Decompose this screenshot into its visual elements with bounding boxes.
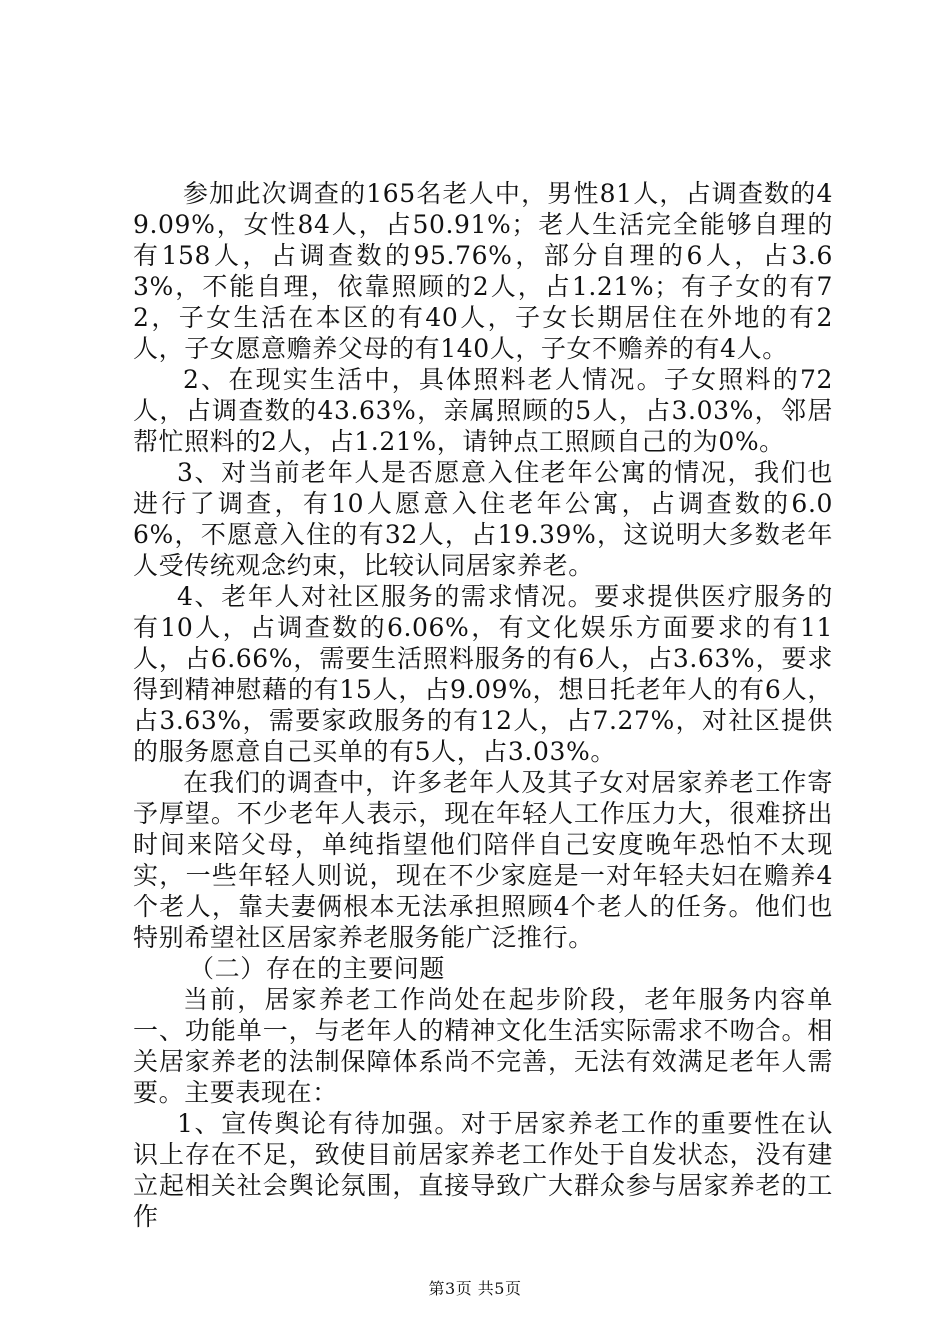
- paragraph-expectations: 在我们的调查中，许多老年人及其子女对居家养老工作寄予厚望。不少老年人表示，现在年轻人工作压力大，很难挤出时间来陪父母，单纯指望他们陪伴自己安度晚年恐怕不太现实，一些年轻人则说，现在不少家庭是一对年轻夫妇在赡养4个老人，靠夫妻俩根本无法承担照顾4个老人的任务。他们也特别希望社区居家养老服务能广泛推行。: [133, 768, 833, 952]
- paragraph-survey-summary: 参加此次调查的165名老人中，男性81人，占调查数的49.09%，女性84人，占50.91%；老人生活完全能够自理的有158人，占调查数的95.76%，部分自理的6人，占3.63%，不能自理，依靠照顾的2人，占1.21%；有子女的有72，子女生活在本区的有40人，子女长期居住在外地的有2人，子女愿意赡养父母的有140人，子女不赡养的有4人。: [133, 179, 833, 363]
- paragraph-service-needs: 4、老年人对社区服务的需求情况。要求提供医疗服务的有10人，占调查数的6.06%，有文化娱乐方面要求的有11人，占6.66%，需要生活照料服务的有6人，占3.63%，要求得到精神慰藉的有15人，占9.09%，想日托老年人的有6人，占3.63%，需要家政服务的有12人，占7.27%，对社区提供的服务愿意自己买单的有5人，占3.03%。: [133, 582, 833, 766]
- page-footer: 第3页 共5页: [428, 1279, 522, 1298]
- paragraph-publicity: 1、宣传舆论有待加强。对于居家养老工作的重要性在认识上存在不足，致使目前居家养老工作处于自发状态，没有建立起相关社会舆论氛围，直接导致广大群众参与居家养老的工作: [133, 1109, 833, 1231]
- document-body: [133, 178, 833, 1232]
- paragraph-current-status: 当前，居家养老工作尚处在起步阶段，老年服务内容单一、功能单一，与老年人的精神文化生活实际需求不吻合。相关居家养老的法制保障体系尚不完善，无法有效满足老年人需要。主要表现在：: [133, 985, 833, 1107]
- paragraph-apartment-willingness: 3、对当前老年人是否愿意入住老年公寓的情况，我们也进行了调查，有10人愿意入住老年公寓，占调查数的6.06%，不愿意入住的有32人，占19.39%，这说明大多数老年人受传统观念约束，比较认同居家养老。: [133, 458, 833, 580]
- paragraph-care-situation: 2、在现实生活中，具体照料老人情况。子女照料的72人，占调查数的43.63%，亲属照顾的5人，占3.03%，邻居帮忙照料的2人，占1.21%，请钟点工照顾自己的为0%。: [133, 365, 833, 456]
- section-heading-problems: （二）存在的主要问题: [189, 954, 446, 983]
